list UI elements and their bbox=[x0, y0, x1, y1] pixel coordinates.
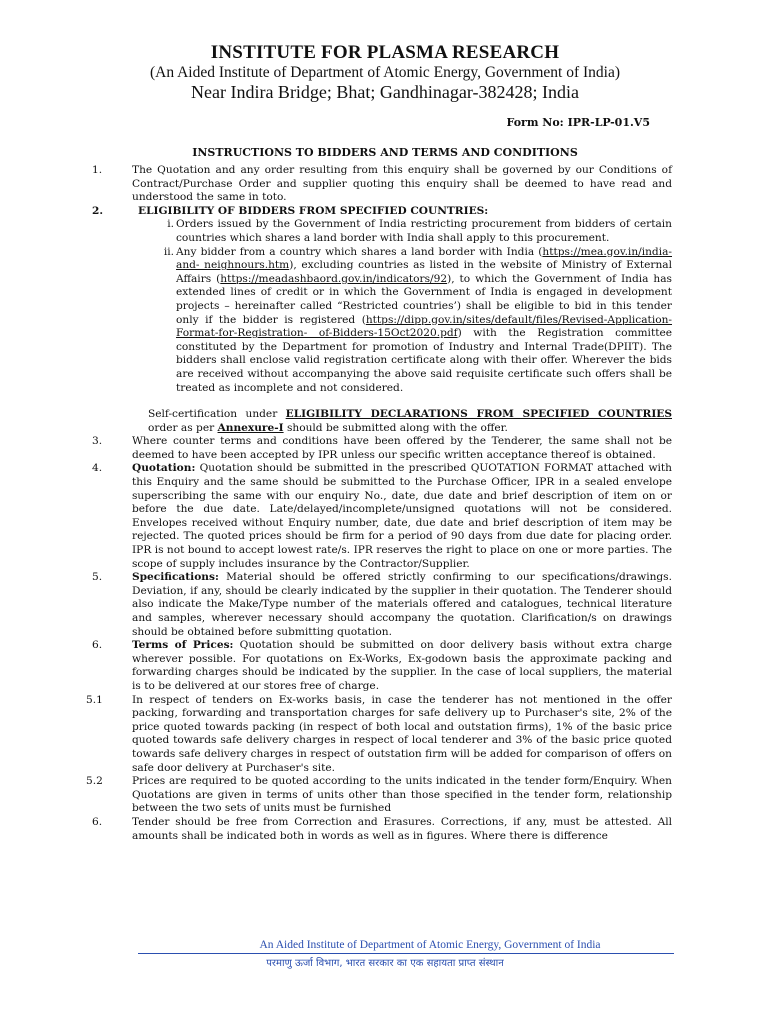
sub-clause-text: Any bidder from a country which shares a land border with India ( bbox=[176, 245, 543, 258]
clause-4 bbox=[92, 462, 672, 571]
clause-text: Material should be offered strictly confirming to our specifications/drawings. Deviation, if any, should be clearly indicated by the supplier in their quotation. The Tenderer should also indicate the Make/Type number of the materials offered and catalogues, technical literature and samples, wherever necessary should accompany the quotation. Clarification/s on drawings should be obtained before submitting quotation. bbox=[132, 571, 672, 638]
document-body bbox=[86, 164, 672, 843]
note-text: Self-certification under bbox=[148, 408, 286, 421]
clause-1 bbox=[92, 164, 672, 205]
clause-5-1 bbox=[86, 693, 672, 776]
sub-clause-text: ), excluding countries as listed in the website of Ministry of External Affairs ( bbox=[176, 259, 672, 285]
clause-number: 5.1 bbox=[86, 693, 103, 706]
institute-title: INSTITUTE FOR PLASMA RESEARCH bbox=[210, 42, 560, 63]
clause-label: Quotation: bbox=[132, 462, 196, 475]
self-certification-note bbox=[92, 408, 672, 435]
clause-5-2 bbox=[86, 775, 672, 816]
sub-clause-text: ), to which the Government of India has extended lines of credit or in which the Government of India is engaged in development projects – hereinafter called “Restricted countries’) shall be eligible to bid in this tender only if the bidder is registered ( bbox=[176, 272, 672, 326]
clause-title: ELIGIBILITY OF BIDDERS FROM SPECIFIED COUNTRIES: bbox=[138, 204, 489, 217]
dipp-link[interactable]: https://dipp.gov.in/sites/default/files/Revised-Application-Format-for-Registration- of-Bidders-15Oct2020.pdf bbox=[176, 313, 672, 340]
sub-clause-number: i. bbox=[167, 218, 174, 231]
clause-text: Prices are required to be quoted according to the units indicated in the tender form/Enquiry. When Quotations are given in terms of units other than those specified in the tender form, relationship between the two sets of units must be furnished bbox=[132, 775, 672, 815]
form-number: Form No: IPR-LP-01.V5 bbox=[506, 116, 650, 129]
spacer bbox=[92, 395, 672, 408]
sub-clause-text: Orders issued by the Government of India restricting procurement from bidders of certain countries which shares a land border with India shall apply to this procurement. bbox=[176, 218, 672, 244]
annexure-reference: Annexure-I bbox=[217, 421, 284, 434]
clause-6 bbox=[92, 639, 672, 693]
clause-text: The Quotation and any order resulting from this enquiry shall be governed by our Conditions of Contract/Purchase Order and supplier quoting this enquiry shall be deemed to have read and understood the same in toto. bbox=[132, 164, 672, 204]
clause-2-ii bbox=[92, 246, 672, 396]
institute-address: Near Indira Bridge; Bhat; Gandhinagar-382428; India bbox=[190, 82, 580, 102]
clause-label: Specifications: bbox=[132, 571, 219, 584]
clause-label: Terms of Prices: bbox=[132, 639, 234, 652]
clause-number: 1. bbox=[92, 164, 103, 176]
clause-text: Tender should be free from Correction and Erasures. Corrections, if any, must be attested. All amounts shall be indicated both in words as well as in figures. Where there is difference bbox=[132, 815, 672, 842]
clause-2 bbox=[92, 205, 672, 219]
mea-link[interactable]: https://mea.gov.in/india-and- neighnours.htm bbox=[176, 245, 672, 272]
clause-number: 4. bbox=[92, 462, 103, 475]
clause-text: Where counter terms and conditions have been offered by the Tenderer, the same shall not be deemed to have been accepted by IPR unless our specific written acceptance thereof is obtained. bbox=[132, 435, 672, 461]
clause-5 bbox=[92, 571, 672, 639]
clause-6b bbox=[92, 816, 672, 843]
clause-number: 5. bbox=[92, 571, 103, 584]
clause-number: 3. bbox=[92, 435, 103, 448]
clause-text: In respect of tenders on Ex-works basis, in case the tenderer has not mentioned in the offer packing, forwarding and transportation charges for safe delivery up to Purchaser's site, 2% of the price quoted towards packing (in respect of both local and outstation firms), 1% of the basic price quoted towards safe delivery charges in respect of local tenderer and 3% of the basic price quoted towards safe delivery charges in respect of outstation firm will be added for comparison of offers on safe door delivery at Purchaser's site. bbox=[132, 693, 672, 774]
clause-text: Quotation should be submitted on door delivery basis without extra charge wherever possible. For quotations on Ex-Works, Ex-godown basis the approximate packing and forwarding charges should be indicated by the supplier. In the case of local suppliers, the material is to be delivered at our stores free of charge. bbox=[132, 639, 672, 692]
clause-number: 5.2 bbox=[86, 775, 103, 788]
sub-clause-number: ii. bbox=[163, 245, 174, 258]
eligibility-declaration-title: ELIGIBILITY DECLARATIONS FROM SPECIFIED COUNTRIES bbox=[285, 408, 672, 421]
sub-clause-text: ) with the Registration committee constituted by the Department for promotion of Industry and Internal Trade(DPIIT). The bidders shall enclose valid registration certificate along with their offer. Wherever the bids are received without accompanying the above said requisite certificate such offers shall be treated as incomplete and not considered. bbox=[176, 327, 672, 394]
note-text: order as per bbox=[148, 421, 218, 434]
institute-subtitle: (An Aided Institute of Department of Atomic Energy, Government of India) bbox=[149, 64, 621, 81]
clause-3 bbox=[92, 435, 672, 462]
clause-number: 6. bbox=[92, 639, 103, 652]
clause-number: 2. bbox=[92, 204, 104, 217]
clause-text: Quotation should be submitted in the prescribed QUOTATION FORMAT attached with this Enquiry and the same should be submitted to the Purchase Officer, IPR in a sealed envelope superscribing the same with our enquiry No., date, due date and brief description of item on or before the due date. Late/delayed/incomplete/unsigned quotations will not be considered. Envelopes received without Enquiry number, date, due date and brief description of item may be rejected. The quoted prices should be firm for a period of 90 days from due date for placing order. IPR is not bound to accept lowest rate/s. IPR reserves the right to place on one or more parties. The scope of supply includes insurance by the Contractor/Supplier. bbox=[132, 462, 672, 570]
clause-2-i bbox=[92, 218, 672, 245]
section-heading: INSTRUCTIONS TO BIDDERS AND TERMS AND CONDITIONS bbox=[192, 146, 578, 159]
clause-number: 6. bbox=[92, 815, 103, 828]
footer-hindi: परमाणु ऊर्जा विभाग, भारत सरकार का एक सहायता प्राप्त संस्थान bbox=[266, 958, 504, 969]
footer-english: An Aided Institute of Department of Atomic Energy, Government of India bbox=[259, 939, 601, 951]
note-text: should be submitted along with the offer. bbox=[283, 421, 508, 434]
meadashboard-link[interactable]: https://meadashbaord.gov.in/indicators/92 bbox=[220, 272, 448, 285]
footer-divider bbox=[138, 953, 674, 954]
